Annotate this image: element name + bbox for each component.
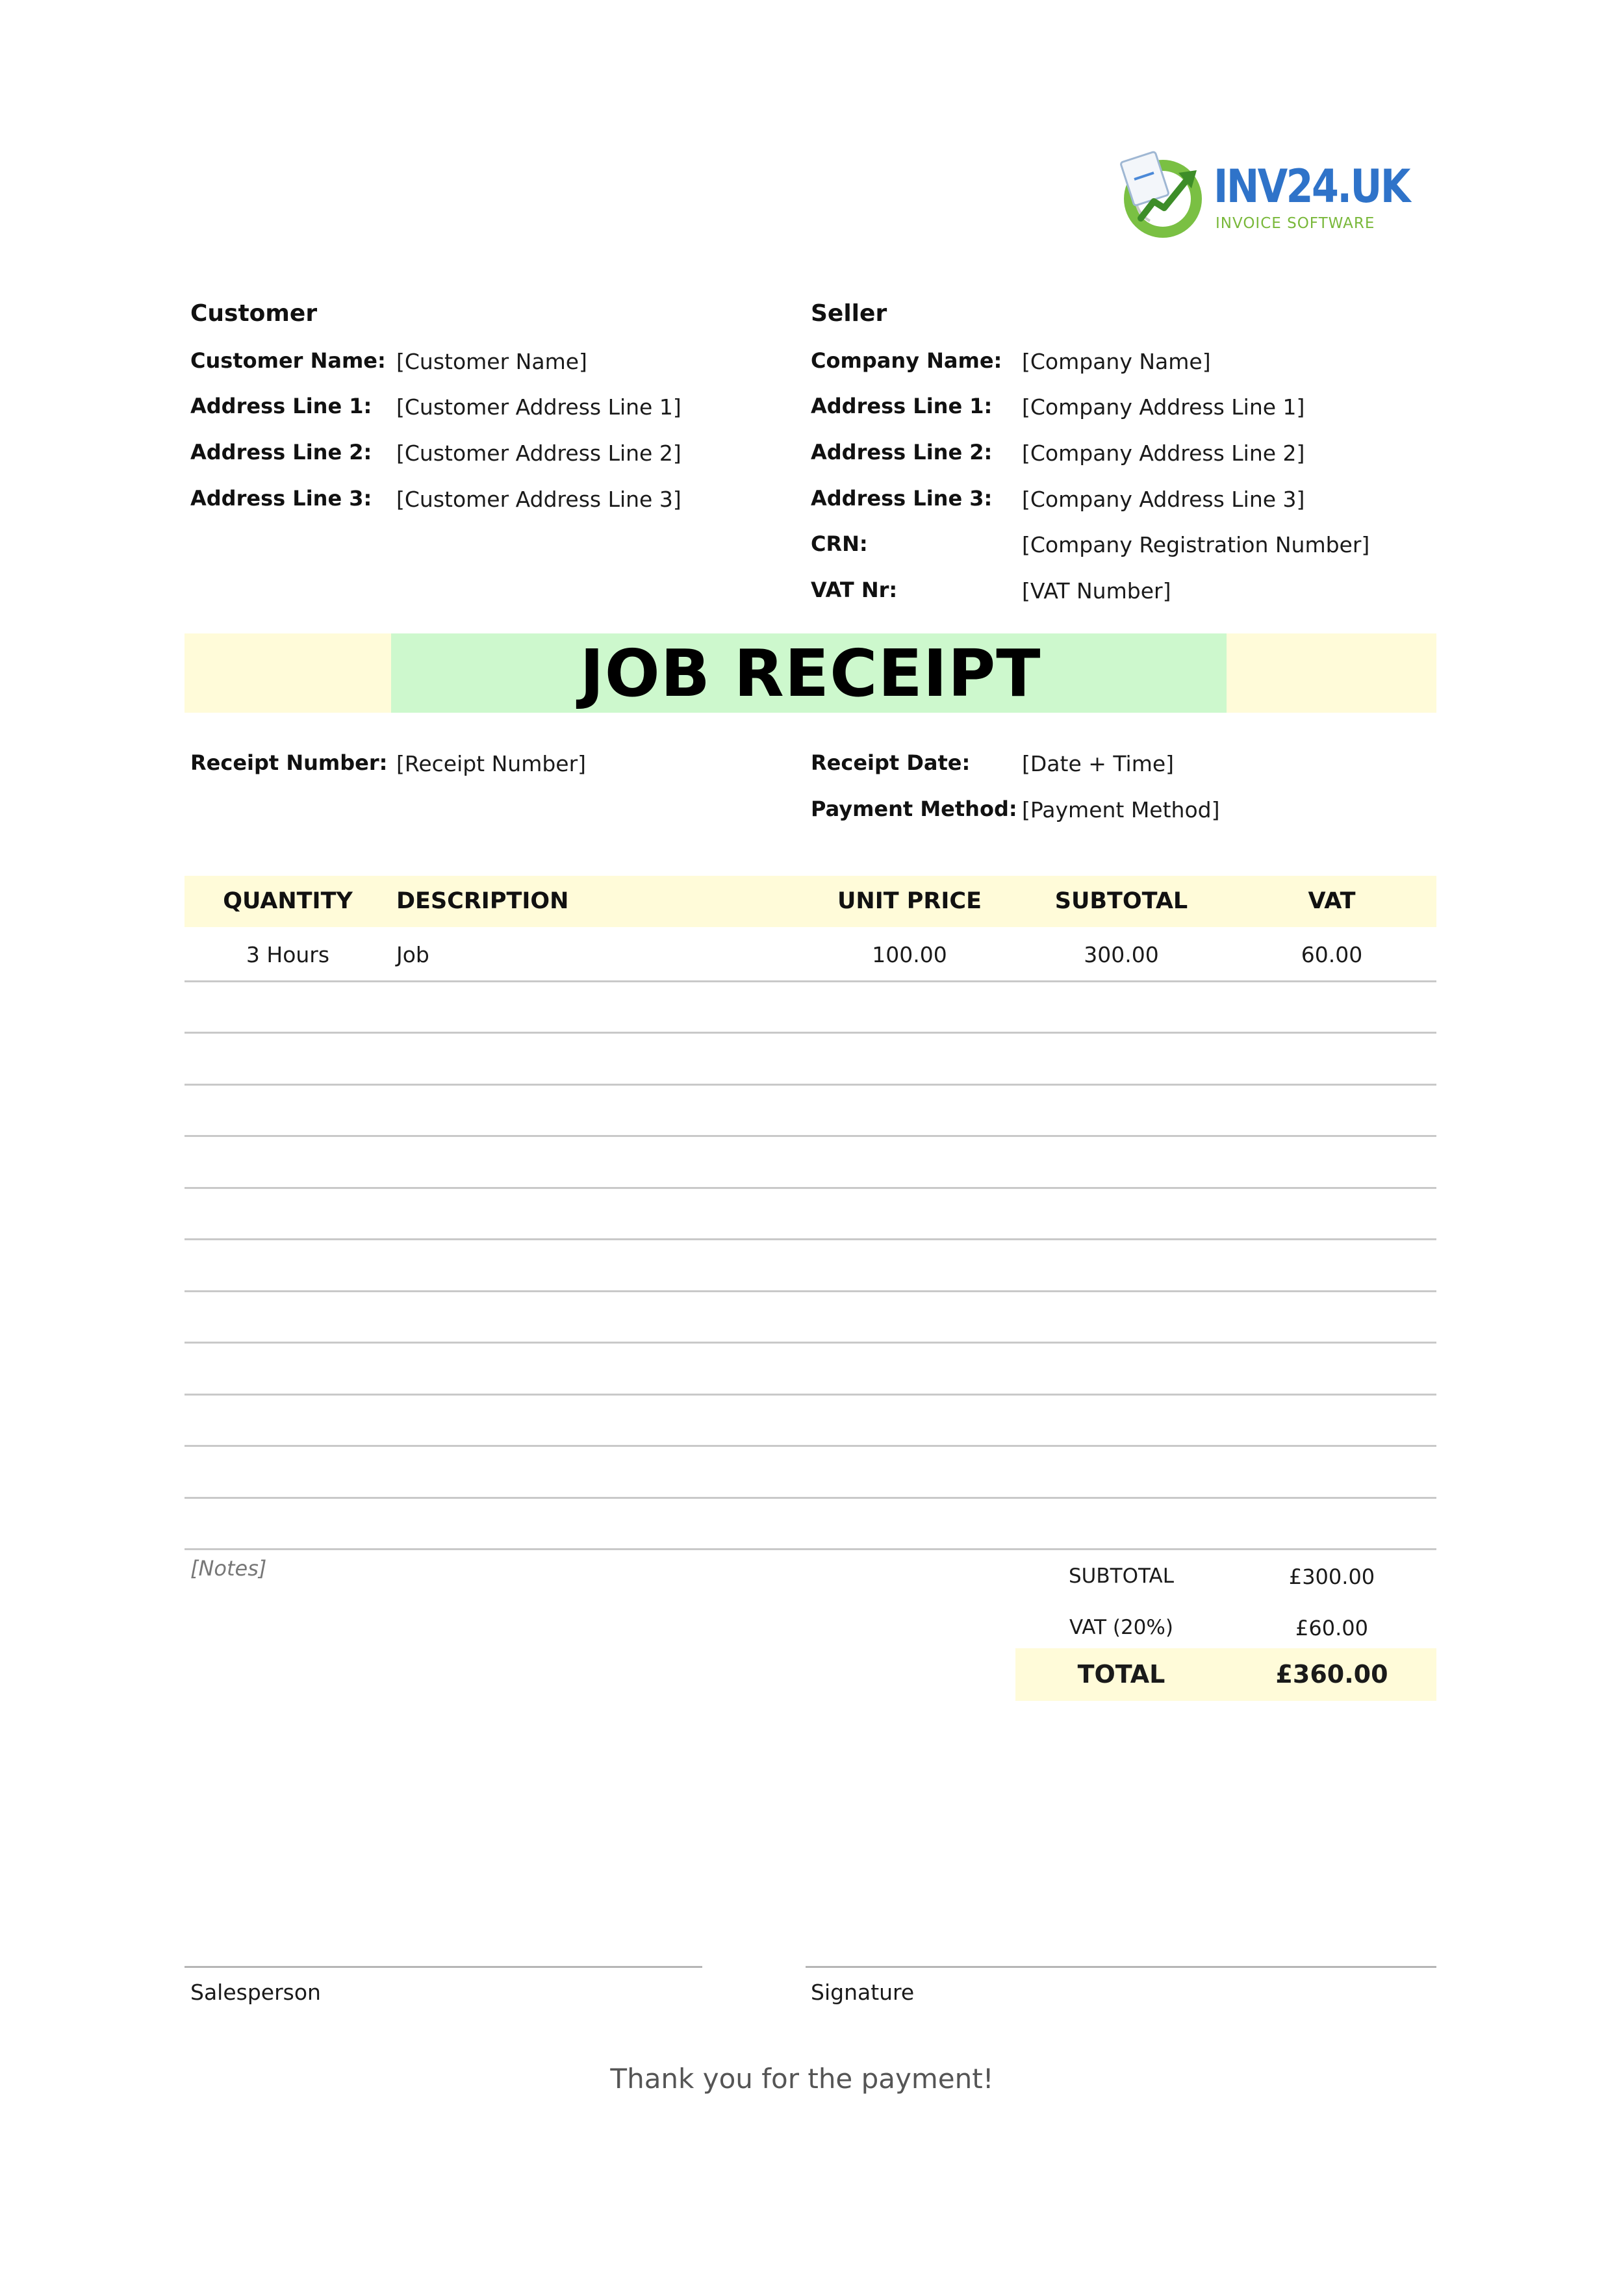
totals-vat-label: VAT (20%) — [1069, 1616, 1173, 1639]
totals-subtotal-value: £300.00 — [1288, 1564, 1375, 1589]
col-header-vat: VAT — [1308, 888, 1356, 914]
vat-nr-value: [VAT Number] — [1022, 578, 1171, 604]
row-divider — [185, 980, 1436, 982]
row-description: Job — [396, 942, 429, 967]
logo-wordmark: INV24.UK — [1214, 160, 1409, 213]
receipt-date-label: Receipt Date: — [811, 750, 971, 775]
company-name-value: [Company Name] — [1022, 349, 1211, 374]
row-divider — [185, 1394, 1436, 1396]
row-divider — [185, 1497, 1436, 1499]
receipt-number-value: [Receipt Number] — [396, 751, 587, 776]
signature-label: Signature — [811, 1980, 915, 2005]
row-divider — [185, 1238, 1436, 1240]
company-address1-value: [Company Address Line 1] — [1022, 394, 1305, 420]
company-name-label: Company Name: — [811, 348, 1002, 373]
col-header-subtotal: SUBTOTAL — [1054, 888, 1188, 914]
crn-label: CRN: — [811, 531, 868, 556]
crn-value: [Company Registration Number] — [1022, 532, 1370, 557]
payment-method-label: Payment Method: — [811, 797, 1017, 821]
company-address2-value: [Company Address Line 2] — [1022, 440, 1305, 466]
notes-field: [Notes] — [190, 1556, 267, 1581]
row-vat: 60.00 — [1301, 942, 1363, 967]
row-divider — [185, 1548, 1436, 1550]
row-divider — [185, 1032, 1436, 1034]
row-divider — [185, 1290, 1436, 1292]
salesperson-label: Salesperson — [190, 1980, 321, 2005]
col-header-unit-price: UNIT PRICE — [837, 888, 982, 914]
logo-emblem-icon — [1116, 148, 1214, 246]
customer-address3-value: [Customer Address Line 3] — [396, 487, 681, 512]
customer-heading: Customer — [190, 300, 318, 327]
receipt-date-value: [Date + Time] — [1022, 751, 1175, 776]
signature-line — [806, 1966, 1436, 1968]
company-logo — [1116, 148, 1409, 246]
customer-address3-label: Address Line 3: — [190, 486, 372, 511]
customer-name-label: Customer Name: — [190, 348, 386, 373]
company-address1-label: Address Line 1: — [811, 394, 993, 418]
col-header-description: DESCRIPTION — [396, 888, 569, 914]
thank-you-message: Thank you for the payment! — [610, 2063, 994, 2095]
totals-vat-value: £60.00 — [1295, 1616, 1368, 1640]
salesperson-signature-line — [185, 1966, 702, 1968]
customer-name-value: [Customer Name] — [396, 349, 587, 374]
row-divider — [185, 1084, 1436, 1086]
logo-tagline: INVOICE SOFTWARE — [1216, 215, 1375, 232]
payment-method-value: [Payment Method] — [1022, 797, 1220, 823]
customer-address2-value: [Customer Address Line 2] — [396, 440, 681, 466]
row-quantity: 3 Hours — [246, 942, 330, 967]
customer-address2-label: Address Line 2: — [190, 440, 372, 465]
company-address3-value: [Company Address Line 3] — [1022, 487, 1305, 512]
vat-nr-label: VAT Nr: — [811, 578, 898, 602]
row-divider — [185, 1342, 1436, 1344]
document-title: JOB RECEIPT — [579, 635, 1041, 711]
receipt-number-label: Receipt Number: — [190, 750, 388, 775]
totals-subtotal-label: SUBTOTAL — [1069, 1564, 1174, 1588]
row-divider — [185, 1187, 1436, 1189]
seller-heading: Seller — [811, 300, 887, 327]
customer-address1-label: Address Line 1: — [190, 394, 372, 418]
row-subtotal: 300.00 — [1084, 942, 1159, 967]
row-unit-price: 100.00 — [872, 942, 947, 967]
items-table-header — [185, 876, 1436, 927]
row-divider — [185, 1445, 1436, 1447]
col-header-quantity: QUANTITY — [223, 888, 353, 914]
total-label: TOTAL — [1077, 1660, 1165, 1689]
company-address3-label: Address Line 3: — [811, 486, 993, 511]
company-address2-label: Address Line 2: — [811, 440, 993, 465]
total-value: £360.00 — [1275, 1660, 1388, 1689]
row-divider — [185, 1135, 1436, 1137]
customer-address1-value: [Customer Address Line 1] — [396, 394, 681, 420]
